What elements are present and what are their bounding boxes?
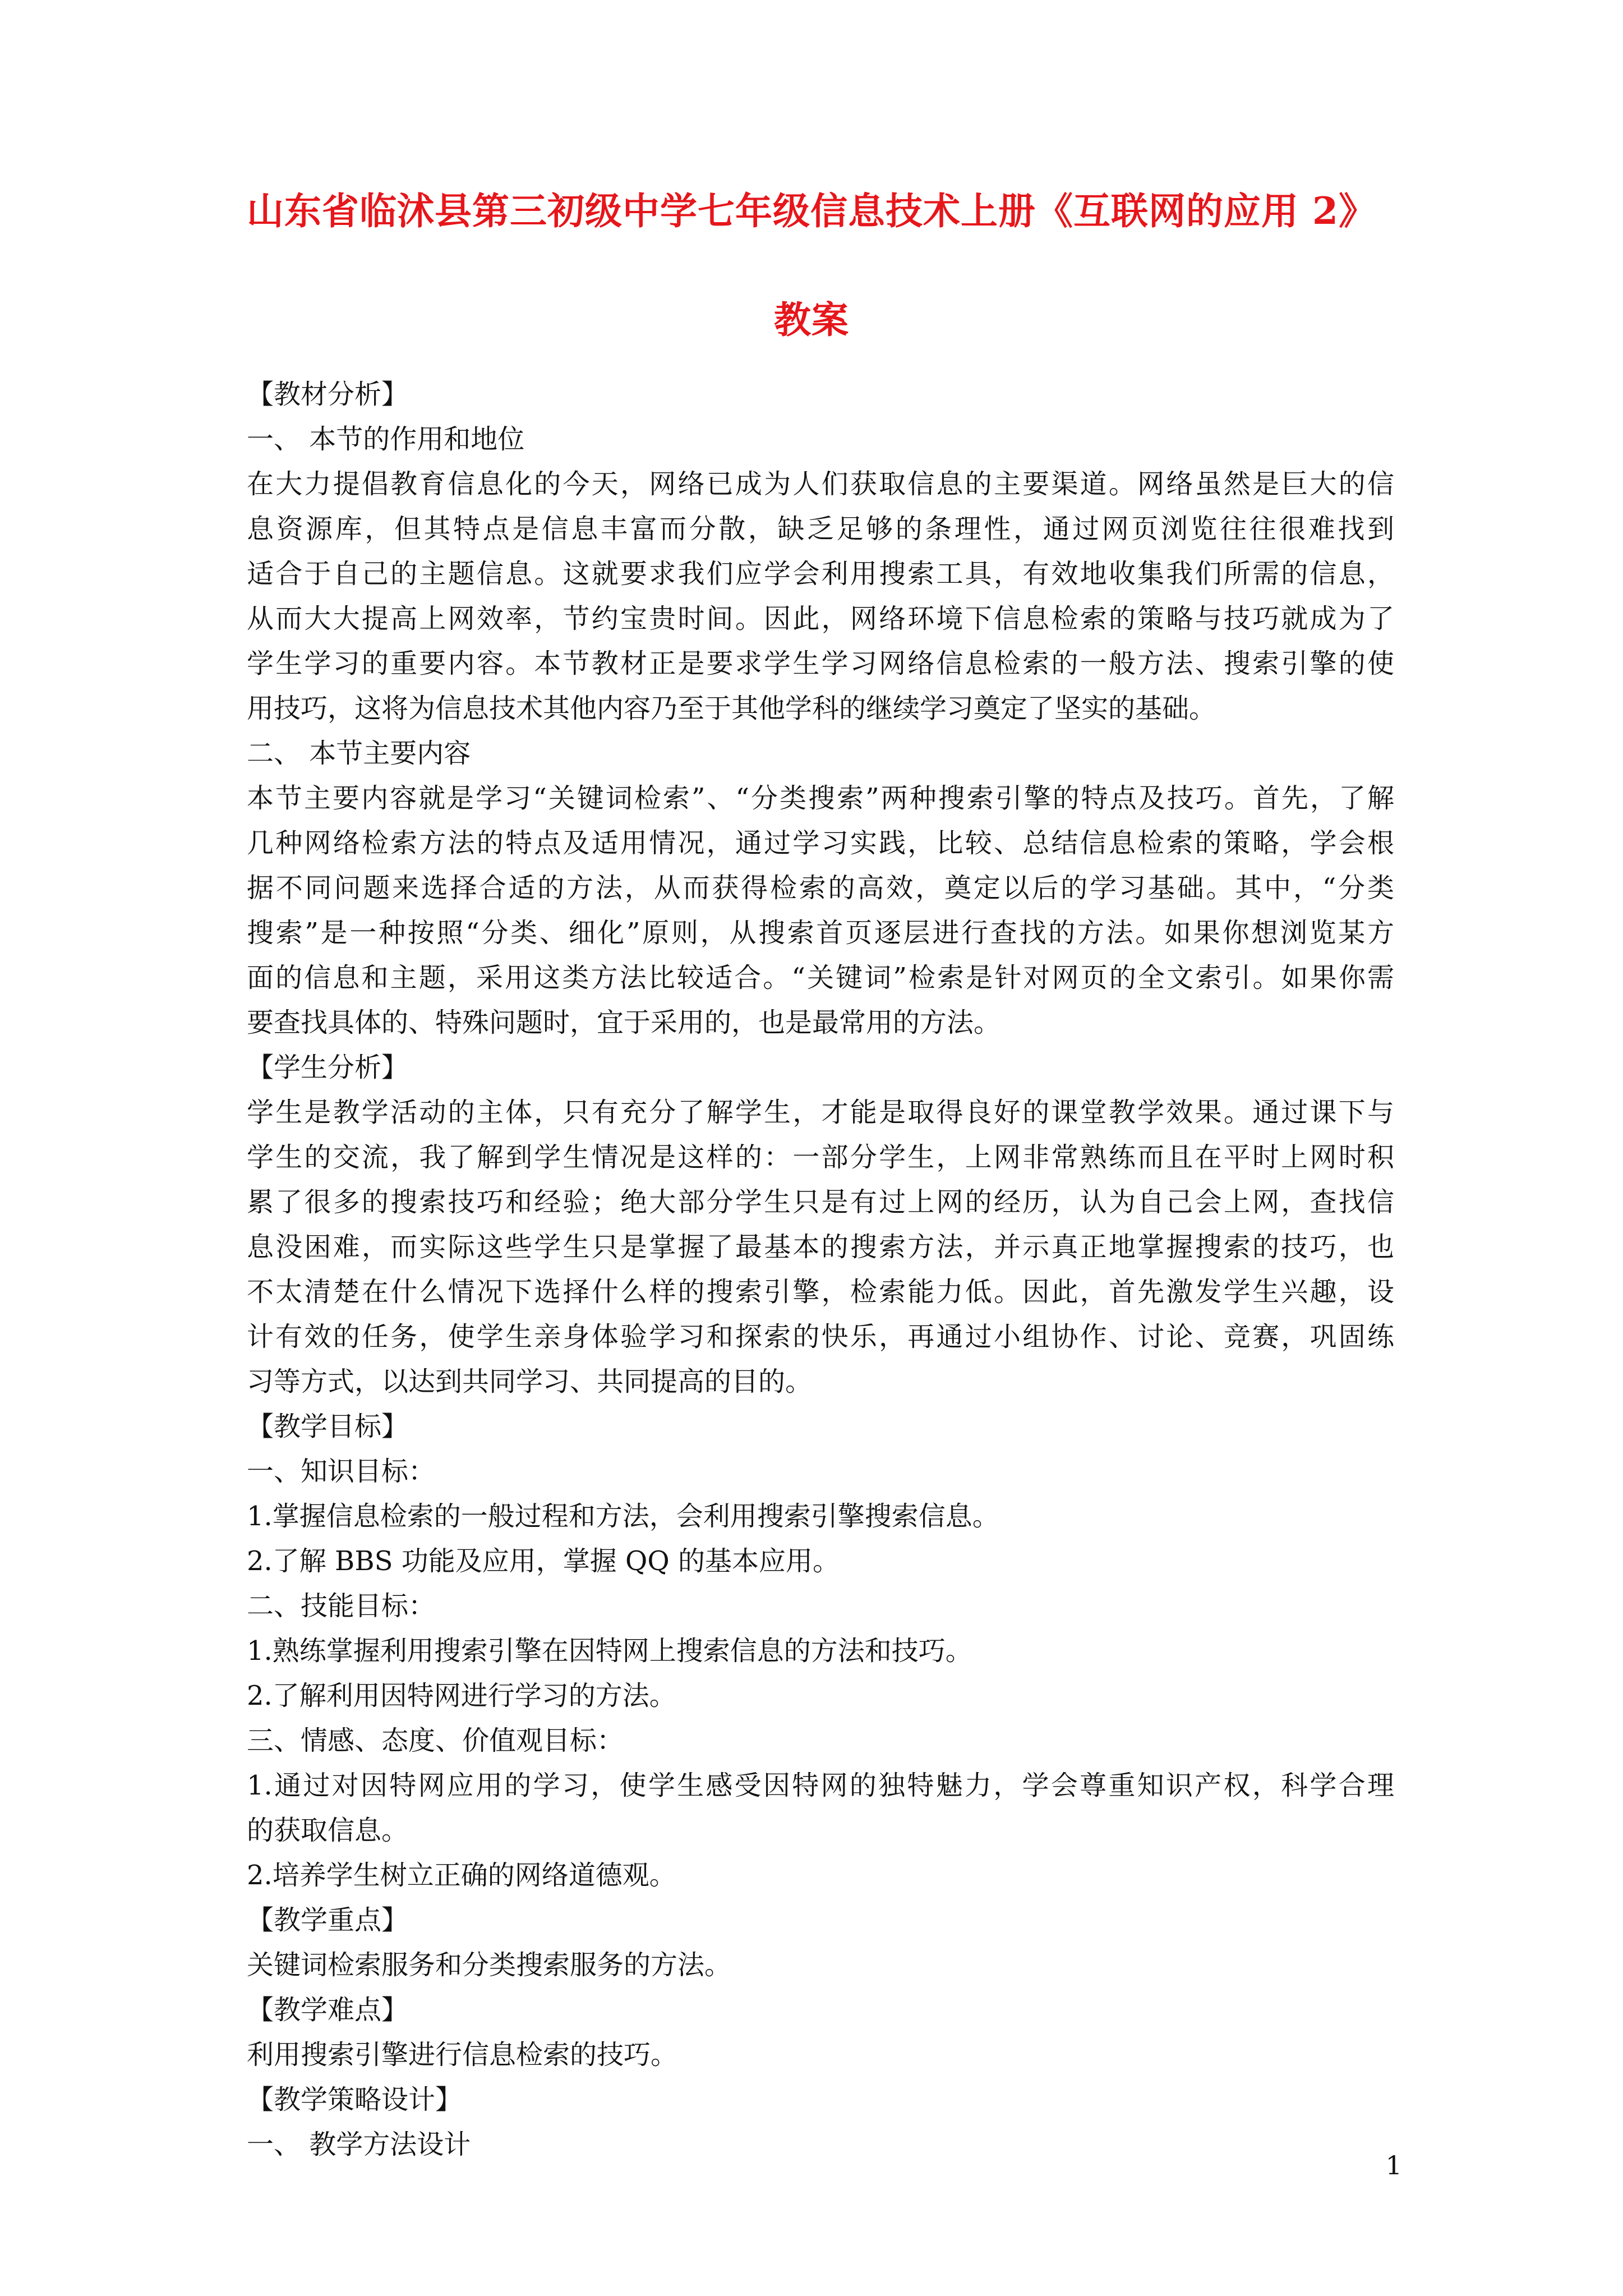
body-line: 一、知识目标： bbox=[247, 1456, 436, 1487]
document-body bbox=[247, 372, 1394, 2167]
body-line: 【学生分析】 bbox=[247, 1052, 409, 1083]
body-line: 适合于自己的主题信息。这就要求我们应学会利用搜索工具，有效地收集我们所需的信息， bbox=[247, 558, 1394, 590]
document-title-line-1: 山东省临沭县第三初级中学七年级信息技术上册《互联网的应用 2》 bbox=[247, 189, 1376, 233]
body-line: 1.通过对因特网应用的学习，使学生感受因特网的独特魅力，学会尊重知识产权，科学合理 bbox=[247, 1770, 1394, 1801]
body-line: 用技巧，这将为信息技术其他内容乃至于其他学科的继续学习奠定了坚实的基础。 bbox=[247, 693, 1216, 724]
body-line: 【教学策略设计】 bbox=[247, 2084, 463, 2115]
page-number: 1 bbox=[1385, 2150, 1402, 2180]
body-line: 要查找具体的、特殊问题时，宜于采用的，也是最常用的方法。 bbox=[247, 1007, 1001, 1038]
body-line: 搜索”是一种按照“分类、细化”原则，从搜索首页逐层进行查找的方法。如果你想浏览某方 bbox=[247, 917, 1394, 949]
body-line: 三、情感、态度、价值观目标： bbox=[247, 1725, 624, 1756]
body-line: 从而大大提高上网效率，节约宝贵时间。因此，网络环境下信息检索的策略与技巧就成为了 bbox=[247, 603, 1394, 634]
body-line: 在大力提倡教育信息化的今天，网络已成为人们获取信息的主要渠道。网络虽然是巨大的信 bbox=[247, 468, 1394, 500]
document-title-line-2: 教案 bbox=[774, 298, 849, 342]
body-line: 2.培养学生树立正确的网络道德观。 bbox=[247, 1860, 676, 1891]
body-line: 二、 本节主要内容 bbox=[247, 738, 471, 769]
body-line: 【教材分析】 bbox=[247, 379, 409, 410]
body-line: 息资源库，但其特点是信息丰富而分散，缺乏足够的条理性，通过网页浏览往往很难找到 bbox=[247, 513, 1394, 545]
body-line: 不太清楚在什么情况下选择什么样的搜索引擎，检索能力低。因此，首先激发学生兴趣，设 bbox=[247, 1276, 1394, 1308]
body-line: 关键词检索服务和分类搜索服务的方法。 bbox=[247, 1949, 732, 1981]
body-line: 计有效的任务，使学生亲身体验学习和探索的快乐，再通过小组协作、讨论、竞赛，巩固练 bbox=[247, 1321, 1394, 1352]
body-line: 【教学重点】 bbox=[247, 1904, 409, 1936]
body-line: 1.熟练掌握利用搜索引擎在因特网上搜索信息的方法和技巧。 bbox=[247, 1635, 972, 1667]
body-line: 一、 教学方法设计 bbox=[247, 2129, 471, 2160]
body-line: 二、技能目标： bbox=[247, 1590, 436, 1622]
body-line: 面的信息和主题，采用这类方法比较适合。“关键词”检索是针对网页的全文索引。如果你需 bbox=[247, 962, 1394, 993]
body-line: 1.掌握信息检索的一般过程和方法，会利用搜索引擎搜索信息。 bbox=[247, 1501, 999, 1532]
body-line: 学生的交流，我了解到学生情况是这样的：一部分学生，上网非常熟练而且在平时上网时积 bbox=[247, 1142, 1394, 1173]
body-line: 2.了解利用因特网进行学习的方法。 bbox=[247, 1680, 676, 1711]
body-line: 学生是教学活动的主体，只有充分了解学生，才能是取得良好的课堂教学效果。通过课下与 bbox=[247, 1097, 1394, 1128]
body-line: 一、 本节的作用和地位 bbox=[247, 424, 525, 455]
body-line: 本节主要内容就是学习“关键词检索”、“分类搜索”两种搜索引擎的特点及技巧。首先，了解 bbox=[247, 783, 1394, 814]
body-line: 的获取信息。 bbox=[247, 1815, 409, 1846]
body-line: 息没困难，而实际这些学生只是掌握了最基本的搜索方法，并示真正地掌握搜索的技巧，也 bbox=[247, 1231, 1394, 1263]
body-line: 累了很多的搜索技巧和经验；绝大部分学生只是有过上网的经历，认为自己会上网，查找信 bbox=[247, 1186, 1394, 1218]
body-line: 几种网络检索方法的特点及适用情况，通过学习实践，比较、总结信息检索的策略，学会根 bbox=[247, 827, 1394, 859]
body-line: 【教学难点】 bbox=[247, 1994, 409, 2026]
body-line: 习等方式，以达到共同学习、共同提高的目的。 bbox=[247, 1366, 813, 1397]
body-line: 【教学目标】 bbox=[247, 1411, 409, 1442]
body-line: 据不同问题来选择合适的方法，从而获得检索的高效，奠定以后的学习基础。其中，“分类 bbox=[247, 872, 1394, 904]
body-line: 利用搜索引擎进行信息检索的技巧。 bbox=[247, 2039, 678, 2070]
body-line: 学生学习的重要内容。本节教材正是要求学生学习网络信息检索的一般方法、搜索引擎的使 bbox=[247, 648, 1394, 679]
body-line: 2.了解 BBS 功能及应用，掌握 QQ 的基本应用。 bbox=[247, 1545, 840, 1577]
